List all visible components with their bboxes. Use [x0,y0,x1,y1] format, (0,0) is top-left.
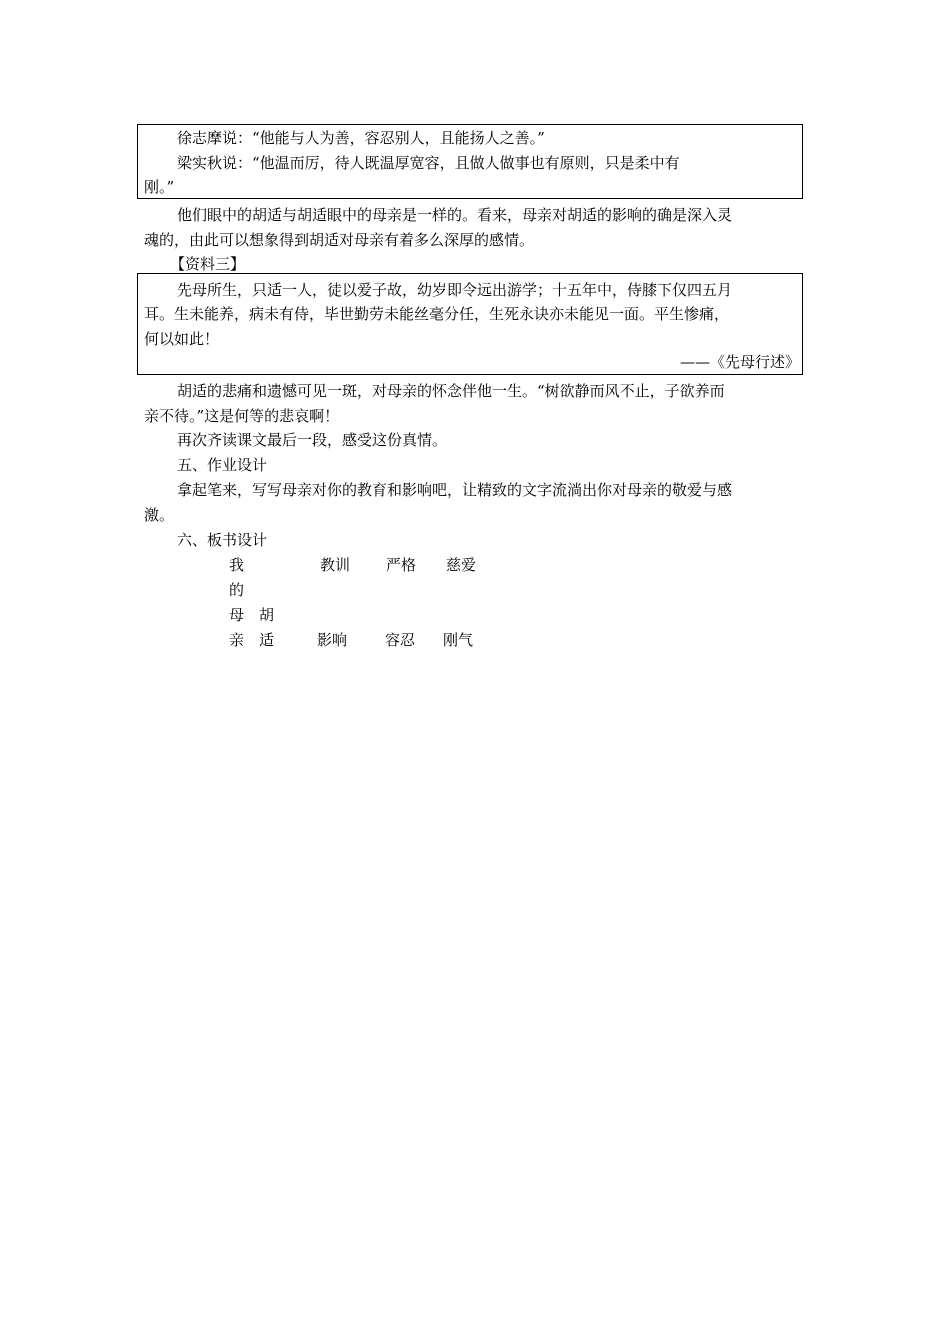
paragraph-line: 亲不待。”这是何等的悲哀啊！ [144,407,340,425]
paragraph-line: 激。 [144,506,175,524]
quote-line: 何以如此！ [144,330,220,348]
board-char: 我 [229,556,245,574]
board-char: 母 [229,606,245,624]
board-term: 容忍 [385,631,416,649]
quote-liang-shiqiu: 梁实秋说：“他温而厉，待人既温厚宽容，且做人做事也有原则，只是柔中有 [177,154,680,172]
quote-liang-shiqiu-cont: 刚。” [144,178,175,196]
board-term: 教训 [320,556,351,574]
quote-line: 先母所生，只适一人，徒以爱子故，幼岁即令远出游学；十五年中，侍膝下仅四五月 [177,281,733,299]
board-char: 胡 [259,606,275,624]
board-char: 亲 [229,631,245,649]
section-heading-material-3: 【资料三】 [170,255,246,273]
quote-xu-zhimo: 徐志摩说：“他能与人为善，容忍别人，且能扬人之善。” [177,129,545,147]
board-char: 适 [259,631,275,649]
paragraph-line: 他们眼中的胡适与胡适眼中的母亲是一样的。看来，母亲对胡适的影响的确是深入灵 [177,206,733,224]
section-title-board-design: 六、板书设计 [177,531,268,549]
paragraph-line: 拿起笔来，写写母亲对你的教育和影响吧，让精致的文字流淌出你对母亲的敬爱与感 [177,481,733,499]
board-term: 严格 [386,556,417,574]
quote-attribution: ——《先母行述》 [679,353,800,371]
board-term: 刚气 [443,631,474,649]
board-char: 的 [229,581,245,599]
paragraph-line: 胡适的悲痛和遗憾可见一斑，对母亲的怀念伴他一生。“树欲静而风不止，子欲养而 [177,382,725,400]
board-term: 影响 [317,631,348,649]
board-term: 慈爱 [446,556,477,574]
paragraph-line: 再次齐读课文最后一段，感受这份真情。 [177,431,448,449]
quote-line: 耳。生未能养，病未有侍，毕世勤劳未能丝毫分任，生死永诀亦未能见一面。平生惨痛， [144,305,730,323]
section-title-homework: 五、作业设计 [177,456,268,474]
paragraph-line: 魂的，由此可以想象得到胡适对母亲有着多么深厚的感情。 [144,231,535,249]
